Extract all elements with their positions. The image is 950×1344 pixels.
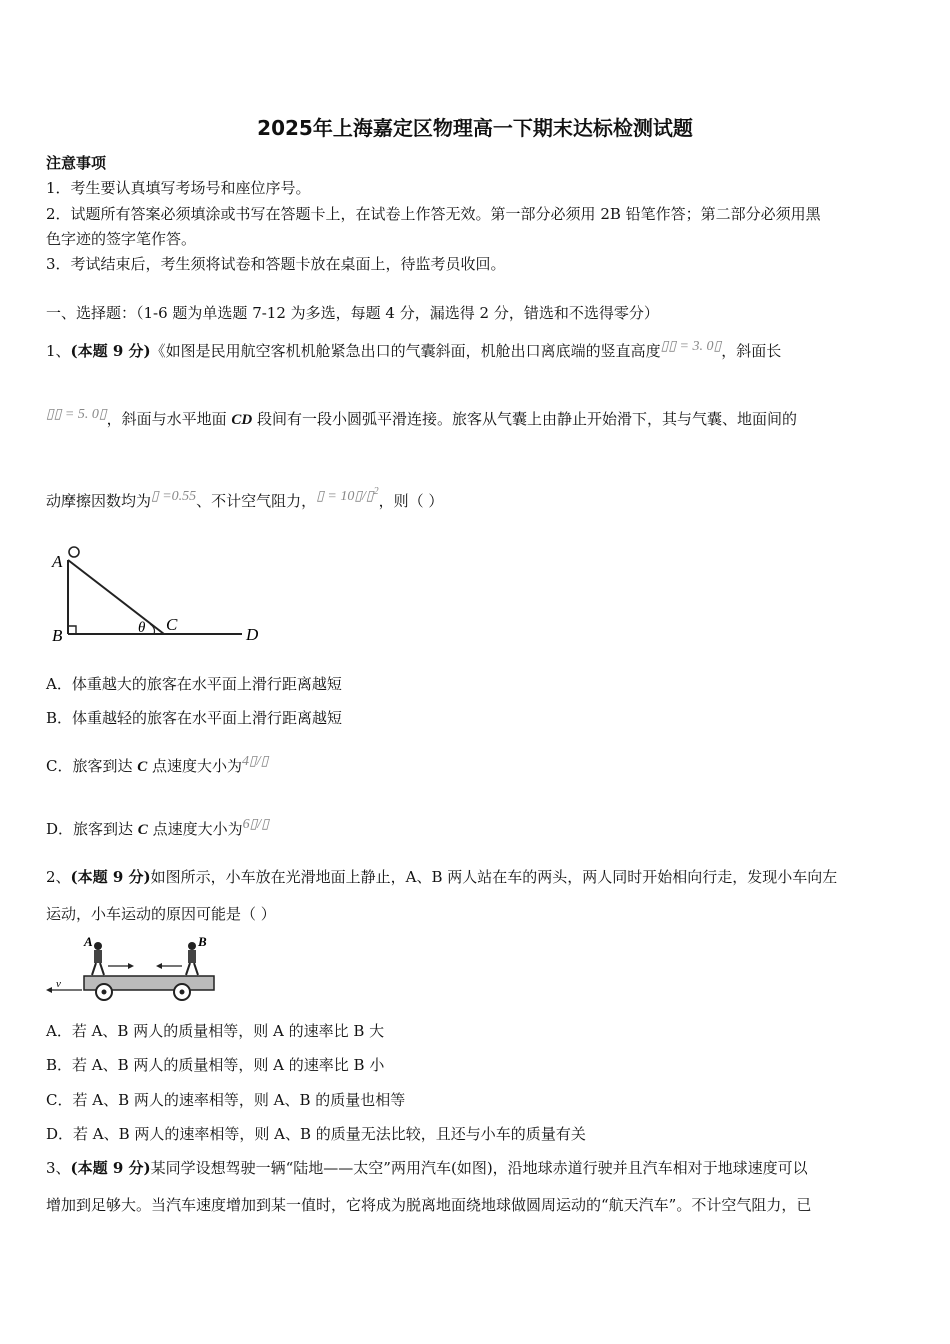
- q1-option-c-point: C: [137, 759, 148, 775]
- q1-mu-formula: ▯ =0.55: [151, 489, 197, 504]
- q1-option-d-value: 6▯/▯: [242, 817, 269, 832]
- q1-line-1: [46, 340, 781, 361]
- q1-option-b: B．体重越轻的旅客在水平面上滑行距离越短: [46, 709, 343, 727]
- q2-line-2: 运动，小车运动的原因可能是（ ）: [46, 905, 276, 923]
- notice-item-1: 1．考生要认真填写考场号和座位序号。: [46, 179, 311, 197]
- section-heading: 一、选择题：（1-6 题为单选题 7-12 为多选，每题 4 分，漏选得 2 分，错选和不选得零分）: [46, 304, 659, 322]
- q3-score: (本题 9 分): [70, 1159, 151, 1177]
- person-a: [92, 942, 104, 975]
- q2-option-c: C．若 A、B 两人的速率相等，则 A、B 的质量也相等: [46, 1091, 406, 1109]
- label-theta: θ: [138, 620, 146, 636]
- q1-cd: CD: [231, 412, 253, 428]
- q1-option-c: [46, 755, 268, 776]
- q1-line-2: [46, 408, 797, 429]
- arrow-a-head: [128, 963, 134, 969]
- q2-number: 2、: [46, 868, 71, 886]
- q1-text-2b: 段间有一段小圆弧平滑连接。旅客从气囊上由静止开始滑下，其与气囊、地面间的: [252, 410, 797, 428]
- arrow-b-head: [156, 963, 162, 969]
- cart-axle-right: [180, 990, 185, 995]
- q1-score: (本题 9 分): [70, 342, 151, 360]
- right-angle-mark: [68, 626, 76, 634]
- label-v: v: [56, 978, 61, 990]
- q1-option-a: A．体重越大的旅客在水平面上滑行距离越短: [46, 675, 342, 693]
- q3-number: 3、: [46, 1159, 71, 1177]
- q2-option-b: B．若 A、B 两人的质量相等，则 A 的速率比 B 小: [46, 1056, 385, 1074]
- label-B: B: [52, 626, 63, 645]
- q1-g-formula: ▯ = 10▯/▯: [316, 489, 374, 504]
- label-A: A: [52, 552, 63, 571]
- notice-heading: 注意事项: [46, 154, 107, 172]
- q1-text-3a: 动摩擦因数均为: [46, 492, 152, 510]
- cart-axle-left: [102, 990, 107, 995]
- q1-option-c-post: 点速度大小为: [147, 757, 243, 775]
- q1-option-d-pre: D．旅客到达: [46, 820, 138, 838]
- q2-line-1: [46, 866, 837, 887]
- q1-text-1b: ，斜面长: [721, 342, 782, 360]
- q1-text-3c: ，则（ ）: [378, 492, 444, 510]
- incline-diagram: [46, 540, 276, 650]
- person-b: [186, 942, 198, 975]
- label-person-a: A: [84, 934, 93, 949]
- q1-option-c-pre: C．旅客到达: [46, 757, 138, 775]
- notice-item-2: 2．试题所有答案必须填涂或书写在答题卡上，在试卷上作答无效。第一部分必须用 2B 铅笔作答；第二部分必须用黑: [46, 205, 821, 223]
- q3-text-1: 某同学设想驾驶一辆“陆地——太空”两用汽车(如图)，沿地球赤道行驶并且汽车相对于地球速度可以: [150, 1159, 808, 1177]
- q1-text-2a: ，斜面与水平地面: [106, 410, 232, 428]
- q2-text-1: 如图所示，小车放在光滑地面上静止，A、B 两人站在车的两头，两人同时开始相向行走，发现小车向左: [150, 868, 838, 886]
- q1-height-formula: ▯▯ = 3. 0▯: [660, 339, 722, 354]
- q1-option-d-point: C: [137, 822, 148, 838]
- notice-item-2-cont: 色字迹的签字笔作答。: [46, 230, 197, 248]
- slope-line: [68, 560, 164, 634]
- q1-length-formula: ▯▯ = 5. 0▯: [46, 407, 107, 422]
- q3-line-1: [46, 1157, 808, 1178]
- q2-option-d: D．若 A、B 两人的速率相等，则 A、B 的质量无法比较，且还与小车的质量有关: [46, 1125, 586, 1143]
- q2-option-a: A．若 A、B 两人的质量相等，则 A 的速率比 B 大: [46, 1022, 385, 1040]
- q1-text-1: 《如图是民用航空客机机舱紧急出口的气囊斜面，机舱出口离底端的竖直高度: [150, 342, 661, 360]
- cart-diagram: [46, 932, 221, 1004]
- label-C: C: [166, 615, 178, 634]
- q1-g-exponent: 2: [373, 486, 379, 497]
- q1-line-3: [46, 486, 444, 511]
- page-title: 2025年上海嘉定区物理高一下期末达标检测试题: [257, 116, 693, 140]
- q1-text-3b: 、不计空气阻力，: [196, 492, 317, 510]
- q3-line-2: 增加到足够大。当汽车速度增加到某一值时，它将成为脱离地面绕地球做圆周运动的“航天汽车”。不计空气阻力，已: [46, 1196, 812, 1214]
- velocity-arrow-head: [46, 987, 52, 993]
- passenger-circle: [69, 547, 79, 557]
- notice-item-3: 3．考试结束后，考生须将试卷和答题卡放在桌面上，待监考员收回。: [46, 255, 506, 273]
- q1-option-c-value: 4▯/▯: [242, 754, 269, 769]
- label-person-b: B: [198, 934, 207, 949]
- q2-score: (本题 9 分): [70, 868, 151, 886]
- q1-option-d: [46, 818, 269, 839]
- q1-number: 1、: [46, 342, 71, 360]
- q1-option-d-post: 点速度大小为: [147, 820, 243, 838]
- label-D: D: [246, 625, 259, 644]
